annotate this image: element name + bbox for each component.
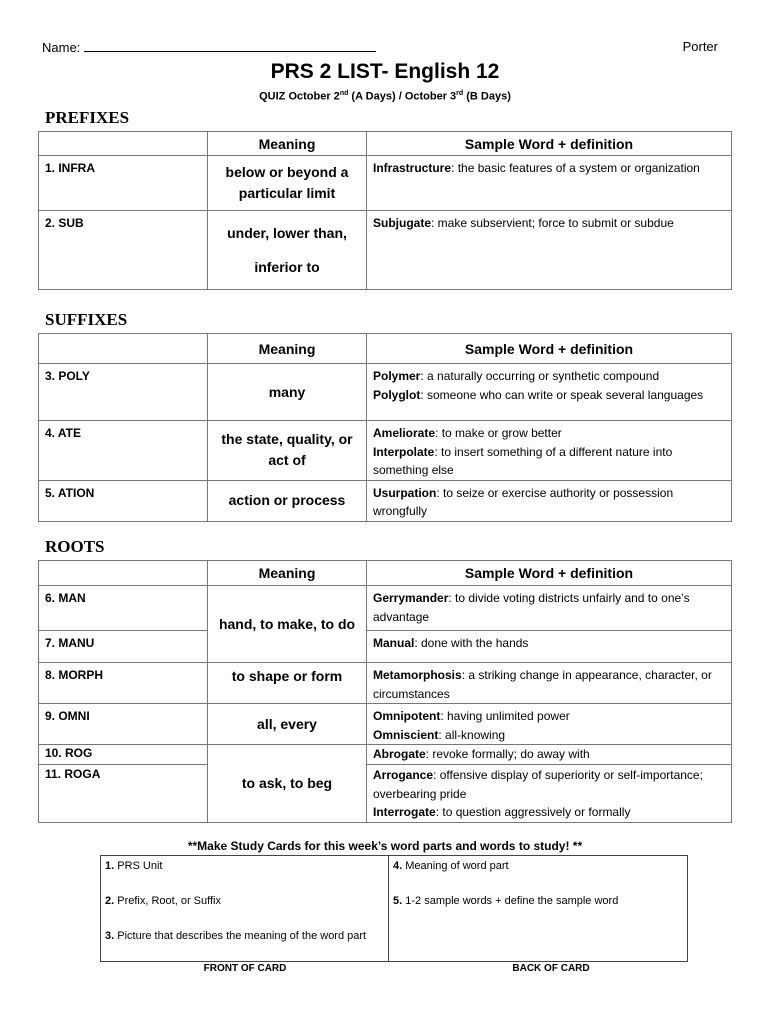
header-meaning: Meaning — [208, 561, 367, 586]
sample-definition: : someone who can write or speak several languages — [420, 387, 704, 402]
definition — [367, 480, 732, 521]
front-of-card-label: FRONT OF CARD — [203, 963, 287, 974]
definition — [367, 631, 732, 663]
table-row — [39, 663, 732, 704]
definition — [367, 211, 732, 290]
table-row — [39, 421, 732, 481]
word-part: 5. ATION — [39, 480, 208, 521]
study-cards-title: **Make Study Cards for this week’s word parts and words to study! ** — [187, 839, 583, 853]
page-title: PRS 2 LIST- English 12 — [270, 60, 500, 83]
word-part: 8. MORPH — [39, 663, 208, 704]
prefixes-table — [38, 131, 732, 290]
sample-definition: : all-knowing — [438, 727, 506, 742]
sample-definition: : the basic features of a system or organization — [451, 161, 700, 175]
definition — [367, 745, 732, 765]
meaning: below or beyond a particular limit — [208, 156, 367, 211]
definition — [367, 704, 732, 745]
sample-word: Interpolate — [373, 444, 435, 459]
name-label: Name: — [42, 40, 81, 55]
card-item-text: Prefix, Root, or Suffix — [114, 895, 221, 907]
card-item — [393, 859, 683, 894]
sample-definition: : done with the hands — [414, 636, 529, 650]
meaning: the state, quality, or act of — [208, 421, 367, 481]
sample-definition: : make subservient; force to submit or subdue — [431, 216, 674, 230]
definition — [367, 586, 732, 631]
sample-word: Gerrymander — [373, 591, 449, 605]
header-blank — [39, 132, 208, 156]
sample-definition: : a striking change in appearance, character, or circumstances — [373, 668, 712, 701]
meaning: to ask, to beg — [208, 745, 367, 823]
sample-definition: : to divide voting districts unfairly and to one’s advantage — [373, 591, 690, 624]
quiz-date-suffix: nd — [339, 90, 349, 97]
table-header-row — [39, 561, 732, 586]
section-title-prefixes: PREFIXES — [45, 108, 130, 127]
table-row — [39, 586, 732, 631]
quiz-date-text: (A Days) / October 3 — [348, 90, 457, 103]
study-card-row — [101, 856, 688, 962]
card-item — [105, 859, 384, 894]
card-item — [105, 929, 384, 944]
quiz-date-suffix: rd — [456, 90, 464, 97]
table-row — [39, 480, 732, 521]
meaning: all, every — [208, 704, 367, 745]
table-header-row — [39, 132, 732, 156]
study-card-table — [100, 855, 688, 962]
card-item-number: 4. — [393, 860, 403, 872]
card-item-number: 3. — [105, 930, 115, 942]
definition — [367, 663, 732, 704]
meaning: action or process — [208, 480, 367, 521]
definition — [367, 765, 732, 823]
meaning: many — [208, 364, 367, 421]
word-part: 1. INFRA — [39, 156, 208, 211]
header-sample-word: Sample Word + definition — [367, 132, 732, 156]
table-row — [39, 765, 732, 823]
word-part: 10. ROG — [39, 745, 208, 765]
table-row — [39, 211, 732, 290]
author-name: Porter — [682, 39, 718, 54]
quiz-date-text: (B Days) — [463, 90, 511, 103]
table-row — [39, 745, 732, 765]
section-title-roots: ROOTS — [45, 537, 105, 556]
table-row — [39, 156, 732, 211]
sample-word: Polymer — [373, 369, 421, 383]
card-front — [101, 856, 389, 962]
word-part: 7. MANU — [39, 631, 208, 663]
header-sample-word: Sample Word + definition — [367, 334, 732, 364]
card-item-number: 2. — [105, 895, 115, 907]
quiz-date-text: QUIZ October 2 — [259, 90, 340, 103]
sample-definition: : to insert something of a different nature into something else — [373, 444, 673, 477]
sample-word: Interrogate — [373, 805, 436, 819]
card-item-number: 1. — [105, 860, 115, 872]
suffixes-table — [38, 333, 732, 522]
meaning: hand, to make, to do — [208, 586, 367, 663]
name-field — [42, 39, 376, 55]
header-meaning: Meaning — [208, 132, 367, 156]
sample-definition: : offensive display of superiority or self-importance; overbearing pride — [373, 768, 703, 801]
word-part: 9. OMNI — [39, 704, 208, 745]
roots-table — [38, 560, 732, 823]
sample-definition: : having unlimited power — [440, 709, 570, 723]
sample-word: Infrastructure — [373, 161, 452, 175]
word-part: 6. MAN — [39, 586, 208, 631]
card-item — [105, 894, 384, 929]
header-sample-word: Sample Word + definition — [367, 561, 732, 586]
section-title-suffixes: SUFFIXES — [45, 310, 128, 329]
word-part: 3. POLY — [39, 364, 208, 421]
definition — [367, 421, 732, 481]
word-part: 4. ATE — [39, 421, 208, 481]
sample-word: Subjugate — [373, 216, 432, 230]
sample-definition: : a naturally occurring or synthetic compound — [420, 369, 660, 383]
sample-word: Arrogance — [373, 768, 434, 782]
sample-word: Omnipotent — [373, 709, 441, 723]
card-back — [389, 856, 688, 962]
header-meaning: Meaning — [208, 334, 367, 364]
card-item-text: Picture that describes the meaning of the word part — [114, 930, 367, 942]
name-blank-line — [84, 39, 376, 52]
word-part: 2. SUB — [39, 211, 208, 290]
card-item-text: 1-2 sample words + define the sample word — [402, 895, 619, 907]
header-blank — [39, 561, 208, 586]
word-part: 11. ROGA — [39, 765, 208, 823]
sample-definition: : revoke formally; do away with — [425, 747, 590, 761]
sample-word: Omniscient — [373, 727, 439, 742]
sample-definition: : to question aggressively or formally — [435, 805, 631, 819]
meaning: under, lower than, inferior to — [208, 211, 367, 290]
sample-definition: : to seize or exercise authority or possession wrongfully — [373, 485, 674, 518]
quiz-dates — [0, 90, 770, 103]
sample-word: Usurpation — [373, 485, 437, 500]
sample-word: Manual — [373, 636, 415, 650]
table-row — [39, 364, 732, 421]
sample-word: Abrogate — [373, 747, 426, 761]
sample-word: Polyglot — [373, 387, 421, 402]
card-item-number: 5. — [393, 895, 403, 907]
card-item-text: PRS Unit — [114, 860, 163, 872]
card-item — [393, 894, 683, 909]
table-row — [39, 704, 732, 745]
back-of-card-label: BACK OF CARD — [512, 963, 590, 974]
header-blank — [39, 334, 208, 364]
meaning: to shape or form — [208, 663, 367, 704]
definition — [367, 156, 732, 211]
definition — [367, 364, 732, 421]
table-row — [39, 631, 732, 663]
card-item-text: Meaning of word part — [402, 860, 509, 872]
table-header-row — [39, 334, 732, 364]
sample-word: Metamorphosis — [373, 668, 462, 682]
sample-definition: : to make or grow better — [435, 426, 562, 440]
sample-word: Ameliorate — [373, 426, 436, 440]
